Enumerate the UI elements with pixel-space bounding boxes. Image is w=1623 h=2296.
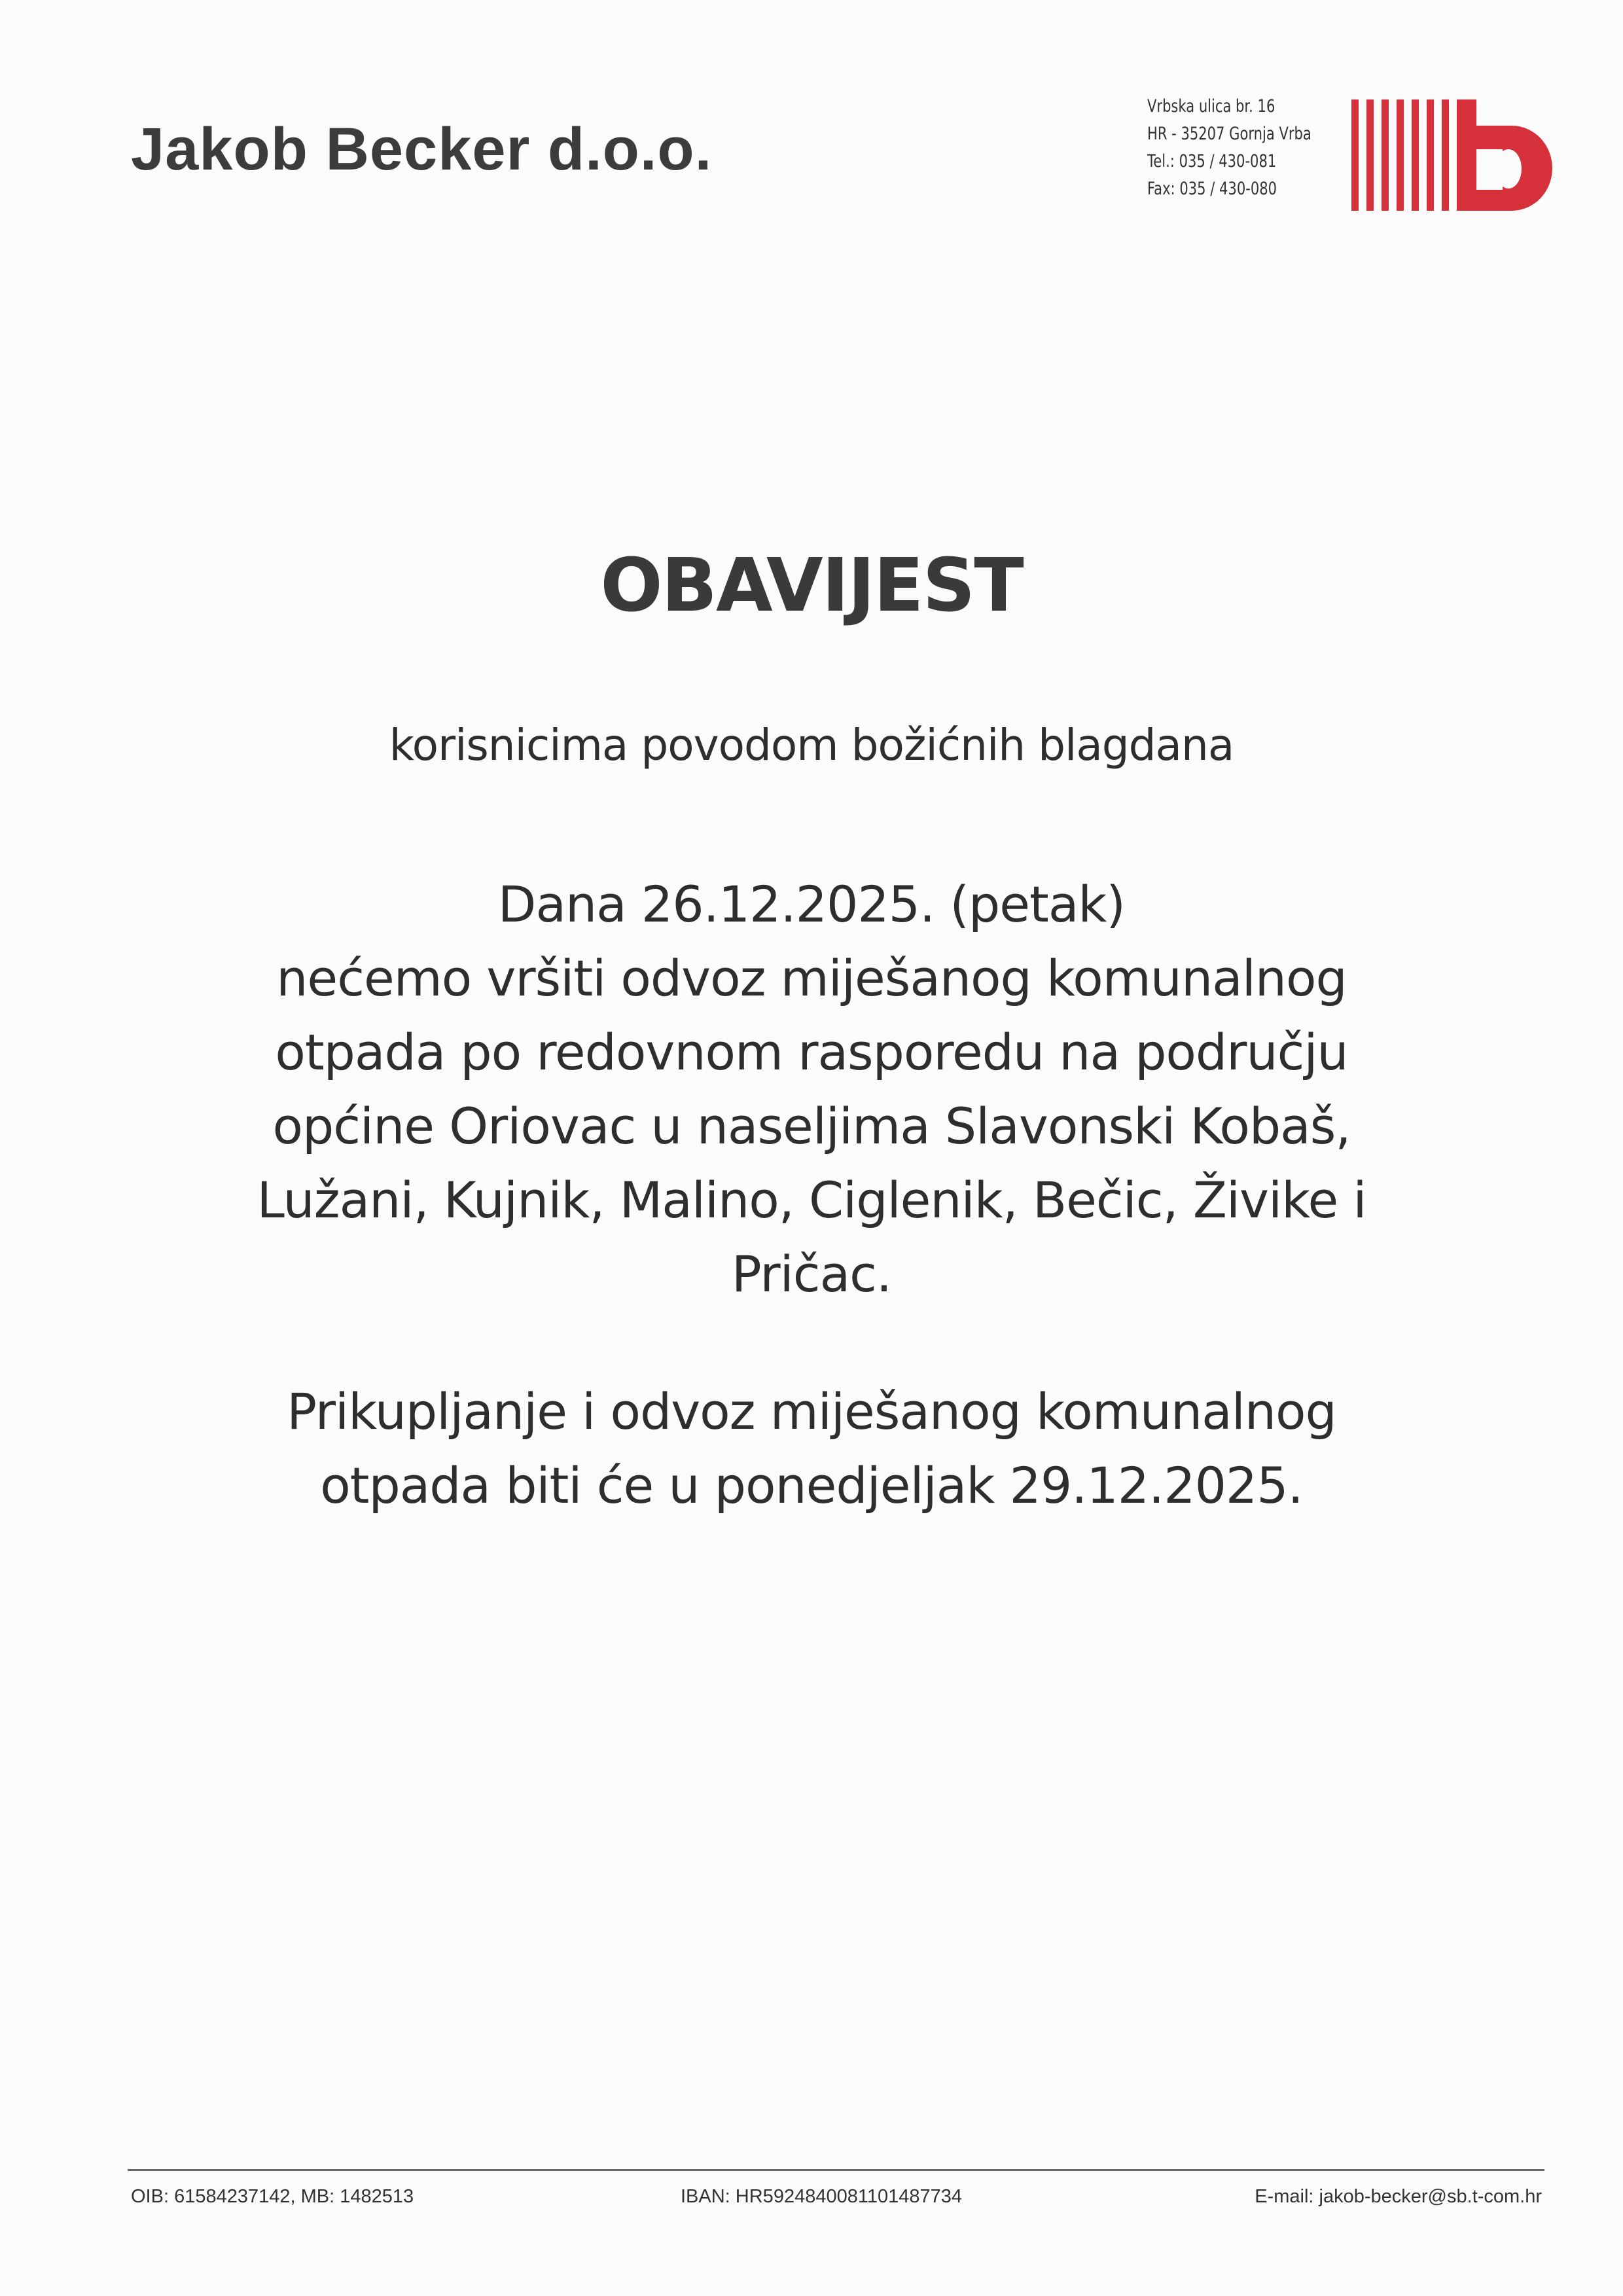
paragraph-1-line: otpada po redovnom rasporedu na području <box>275 1023 1348 1081</box>
paragraph-2-line: otpada biti će u ponedjeljak 29.12.2025. <box>320 1456 1303 1515</box>
address-phone: Tel.: 035 / 430-081 <box>1147 151 1277 171</box>
paragraph-1-line: Pričac. <box>731 1245 892 1303</box>
footer-company-ids: OIB: 61584237142, MB: 1482513 <box>131 2186 414 2207</box>
jb-logo-icon <box>1351 99 1561 211</box>
footer-email: E-mail: jakob-becker@sb.t-com.hr <box>1255 2186 1542 2207</box>
notice-title: OBAVIJEST <box>600 543 1023 628</box>
paragraph-1-line: nećemo vršiti odvoz miješanog komunalnog <box>276 949 1347 1007</box>
address-city: HR - 35207 Gornja Vrba <box>1147 124 1311 144</box>
address-fax: Fax: 035 / 430-080 <box>1147 179 1277 199</box>
footer-divider <box>128 2169 1544 2171</box>
company-address <box>1147 93 1311 203</box>
paragraph-1-line: općine Oriovac u naseljima Slavonski Kobaš, <box>272 1097 1351 1155</box>
notice-paragraph-1 <box>0 867 1623 1311</box>
paragraph-1-line: Lužani, Kujnik, Malino, Ciglenik, Bečic, Živike i <box>257 1171 1366 1229</box>
paragraph-1-line: Dana 26.12.2025. (petak) <box>497 875 1126 933</box>
paragraph-2-line: Prikupljanje i odvoz miješanog komunalnog <box>287 1382 1336 1441</box>
address-street: Vrbska ulica br. 16 <box>1147 96 1275 117</box>
company-name: Jakob Becker d.o.o. <box>131 116 713 183</box>
notice-subtitle: korisnicima povodom božićnih blagdana <box>389 720 1234 770</box>
notice-paragraph-2 <box>0 1374 1623 1522</box>
footer-iban: IBAN: HR5924840081101487734 <box>681 2186 962 2207</box>
